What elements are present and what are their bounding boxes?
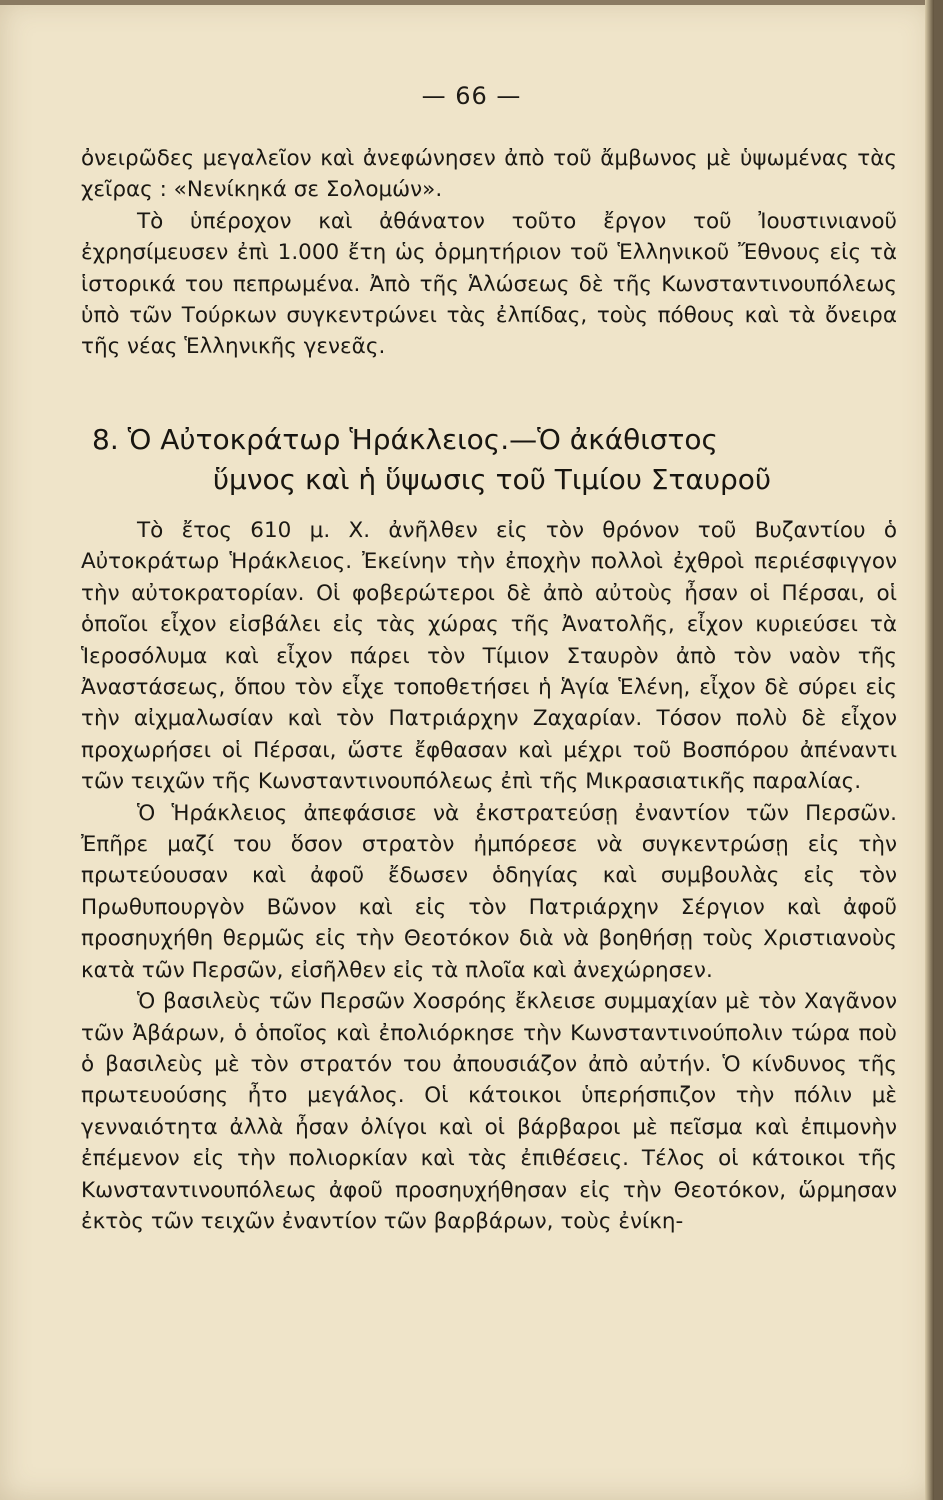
section-paragraph-3: Ὁ βασιλεὺς τῶν Περσῶν Χοσρόης ἔκλεισε συμμαχίαν μὲ τὸν Χαγᾶνον τῶν Ἀβάρων, ὁ ὁποῖος καὶ ἐπολιόρκησε τὴν Κωνσταντινούπολιν τώρα ποὺ ὁ βασιλεὺς μὲ τὸν στρατόν του ἀπουσιάζον ἀπὸ αὐτήν. Ὁ κίνδυνος τῆς πρωτευούσης ἦτο μεγάλος. Οἱ κάτοικοι ὑπερήσπιζον τὴν πόλιν μὲ γενναιότητα ἀλλὰ ἦσαν ὀλίγοι καὶ οἱ βάρβαροι μὲ πεῖσμα καὶ ἐπιμονὴν ἐπέμενον εἰς τὴν πολιορκίαν καὶ τὰς ἐπιθέσεις. Τέλος οἱ κάτοικοι τῆς Κωνσταντινουπόλεως ἀφοῦ προσηυχήθησαν εἰς τὴν Θεοτόκον, ὥρμησαν ἐκτὸς τῶν τειχῶν ἐναντίον τῶν βαρβάρων, τοὺς ἐνίκη-: [81, 989, 897, 1234]
top-edge-rule: [0, 0, 934, 5]
intro-paragraph-2: Τὸ ὑπέροχον καὶ ἀθάνατον τοῦτο ἔργον τοῦ Ἰουστινιανοῦ ἐχρησίμευσεν ἐπὶ 1.000 ἔτη ὡς ὁρμητήριον τοῦ Ἑλληνικοῦ Ἔθνους εἰς τὰ ἱστορικά του πεπρωμένα. Ἀπὸ τῆς Ἁλώσεως δὲ τῆς Κωνσταντινουπόλεως ὑπὸ τῶν Τούρκων συγκεντρώνει τὰς ἐλπίδας, τοὺς πόθους καὶ τὰ ὄνειρα τῆς νέας Ἑλληνικῆς γενεᾶς.: [81, 208, 897, 360]
section-paragraph-2: Ὁ Ἡράκλειος ἀπεφάσισε νὰ ἐκστρατεύσῃ ἐναντίον τῶν Περσῶν. Ἐπῆρε μαζί του ὅσον στρατὸν ἠμπόρεσε νὰ συγκεντρώσῃ εἰς τὴν πρωτεύουσαν καὶ ἀφοῦ ἔδωσεν ὁδηγίας καὶ συμβουλὰς εἰς τὸν Πρωθυπουργὸν Βῶνον καὶ εἰς τὸν Πατριάρχην Σέργιον καὶ ἀφοῦ προσηυχήθη θερμῶς εἰς τὴν Θεοτόκον διὰ νὰ βοηθήσῃ τοὺς Χριστιανοὺς κατὰ τῶν Περσῶν, εἰσῆλθεν εἰς τὰ πλοῖα καὶ ἀνεχώρησεν.: [81, 800, 897, 983]
section-body: [81, 515, 897, 1237]
section-paragraph-1: Τὸ ἔτος 610 μ. Χ. ἀνῆλθεν εἰς τὸν θρόνον τοῦ Βυζαντίου ὁ Αὐτοκράτωρ Ἡράκλειος. Ἐκείνην τὴν ἐποχὴν πολλοὶ ἐχθροὶ περιέσφιγγον τὴν αὐτοκρατορίαν. Οἱ φοβερώτεροι δὲ ἀπὸ αὐτοὺς ἦσαν οἱ Πέρσαι, οἱ ὁποῖοι εἶχον εἰσβάλει εἰς τὰς χώρας τῆς Ἀνατολῆς, εἶχον κυριεύσει τὰ Ἱεροσόλυμα καὶ εἶχον πάρει τὸν Τίμιον Σταυρὸν ἀπὸ τὸν ναὸν τῆς Ἀναστάσεως, ὅπου τὸν εἶχε τοποθετήσει ἡ Ἁγία Ἑλένη, εἶχον δὲ σύρει εἰς τὴν αἰχμαλωσίαν καὶ τὸν Πατριάρχην Ζαχαρίαν. Τόσον πολὺ δὲ εἶχον προχωρήσει οἱ Πέρσαι, ὥστε ἔφθασαν καὶ μέχρι τοῦ Βοσπόρου ἀπέναντι τῶν τειχῶν τῆς Κωνσταντινουπόλεως ἐπὶ τῆς Μικρασιατικῆς παραλίας.: [81, 518, 897, 795]
page-right-edge: [925, 0, 934, 1500]
section-heading-line-2: ὕμνος καὶ ἡ ὕψωσις τοῦ Τιμίου Σταυροῦ: [212, 463, 772, 496]
page-number: — 66 —: [421, 82, 522, 110]
intro-paragraph-1: ὀνειρῶδες μεγαλεῖον καὶ ἀνεφώνησεν ἀπὸ τοῦ ἄμβωνος μὲ ὑψωμένας τὰς χεῖρας : «Νενίκηκά σε Σολομών».: [81, 146, 897, 203]
section-heading: [92, 420, 892, 500]
section-heading-line-1: 8. Ὁ Αὐτοκράτωρ Ἡράκλειος.—Ὁ ἀκάθιστος: [92, 423, 718, 456]
intro-text: [81, 143, 897, 363]
